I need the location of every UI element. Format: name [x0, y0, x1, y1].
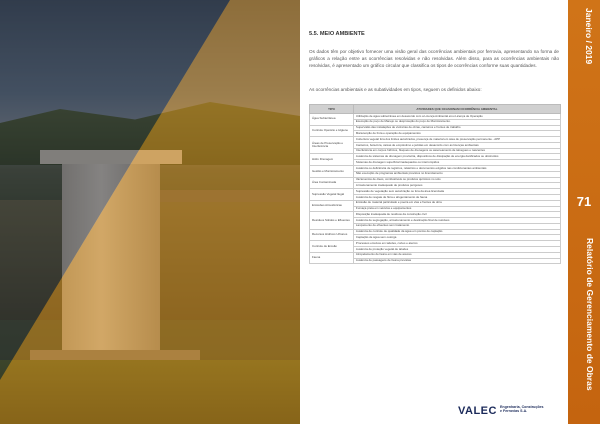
report-title: Relatório de Gerenciamento de Obras — [585, 238, 595, 391]
occurrence-type-cell: Água Subterrânea — [310, 114, 354, 126]
activity-cell: Captação de água sem outorga — [353, 235, 560, 241]
activity-cell: Cobertura vegetal fora dos limites autorizados, presença de material em área de preservação permanente - APP — [353, 137, 560, 143]
occurrence-type-cell: Supressão Vegetal Ilegal — [310, 189, 354, 201]
activity-cell: Execução de poço de Manejo ou desproteção do poço de Monitoramento. — [353, 119, 560, 125]
occurrence-type-cell: Áreas de Preservação e Interferência — [310, 137, 354, 154]
report-date: Janeiro / 2019 — [584, 8, 594, 65]
occurrence-type-cell: Hidro Drenagem — [310, 154, 354, 166]
activity-cell: Ausência de proteção vegetal de taludes — [353, 246, 560, 252]
activity-cell: Disposição inadequada de resíduos da construção civil — [353, 212, 560, 218]
activity-cell: Atropelamento de fauna em vias de acesso — [353, 252, 560, 258]
activity-cell: Ausência de passagens de fauna previstas — [353, 258, 560, 264]
activity-cell: Processos erosivos em taludes, cortes e aterros — [353, 241, 560, 247]
activity-cell: Supressão de vegetação sem autorização ou fora da área licenciada — [353, 189, 560, 195]
activity-cell: Lançamento de efluentes sem tratamento — [353, 223, 560, 229]
activity-cell: Utilização de água subterrânea em desacordo com a Licença Ambiental e/ou Licença de Operação — [353, 114, 560, 120]
intro-paragraph: Os dados têm por objetivo fornecer uma visão geral das ocorrências ambientais por ferrovia, apresentando na forma de gráficos a relação entre as ocorrências resolvidas e não resolvidas. Além disso, para as ocorrências ambientais não resolvidas, é apresentado um gráfico circular que classifica os tipos de ocorrências conforme suas quantidades. — [309, 49, 559, 68]
activity-cell: Não execução de programas ambientais previstos no licenciamento — [353, 171, 560, 177]
activity-cell: Ausência de segregação, armazenamento e destinação final de resíduos — [353, 218, 560, 224]
table-header-row — [310, 105, 561, 114]
occurrence-type-cell: Recursos Hídricos Urbanos — [310, 229, 354, 241]
types-paragraph: As ocorrências ambientais e as subatividades em tipos, seguem os definidos abaixo: — [309, 87, 482, 92]
activity-cell: Fumaça preta em veículos e equipamentos — [353, 206, 560, 212]
activity-cell: Ausência de resgate de flora e afugentamento de fauna — [353, 194, 560, 200]
activity-cell: Ausência de sistemas de drenagem provisória, dispositivos de dissipação de energia danificados ou obstruídos — [353, 154, 560, 160]
header-type: TIPO — [310, 105, 354, 114]
activity-cell: Interferência em corpos hídricos, bloqueio de drenagens ou assoreamento de talvegues e nascentes — [353, 148, 560, 154]
occurrence-types-table — [309, 104, 561, 264]
occurrence-type-cell: Emissões Atmosféricas — [310, 200, 354, 212]
activity-cell: Manutenção de frota e operação de equipamentos — [353, 131, 560, 137]
activity-cell: Ausência ou deficiência de registros, relatórios e documentos exigidos nas condicionantes ambientais — [353, 166, 560, 172]
activity-cell: Sistemas de drenagem superficial inadequados ou interrompidos — [353, 160, 560, 166]
page-number: 71 — [576, 194, 592, 209]
occurrence-type-cell: Resíduos Sólidos e Efluentes — [310, 212, 354, 229]
occurrence-type-cell: Controle de Erosão — [310, 241, 354, 253]
activity-cell: Canteiros, bota-fora, caixas de empréstimo e jazidas em desacordo com as licenças ambientais — [353, 142, 560, 148]
occurrence-type-cell: Gestão e Monitoramento — [310, 166, 354, 178]
activity-cell: Armazenamento inadequado de produtos perigosos — [353, 183, 560, 189]
page-content — [300, 0, 568, 424]
activity-cell: Emissão de material particulado e poeira em vias e frentes de obra — [353, 200, 560, 206]
occurrence-type-cell: Fauna — [310, 252, 354, 264]
valec-tagline: Engenharia, Construções e Ferrovias S.A. — [500, 405, 544, 414]
section-title: 5.5. MEIO AMBIENTE — [309, 31, 365, 37]
activity-cell: Supervisão das instalações de vivências de obras, canteiros e frentes de trabalho — [353, 125, 560, 131]
activity-cell: Ausência de controle de qualidade da água em pontos de captação — [353, 229, 560, 235]
header-activities: ATIVIDADES QUE OCASIONAM OCORRÊNCIA AMBIENTAL — [353, 105, 560, 114]
valec-logo: VALEC — [458, 405, 497, 417]
occurrence-type-cell: Área Contaminada — [310, 177, 354, 189]
activity-cell: Vazamentos de óleos, combustíveis ou produtos químicos no solo — [353, 177, 560, 183]
occurrence-type-cell: Controle Operário e Higiene — [310, 125, 354, 137]
